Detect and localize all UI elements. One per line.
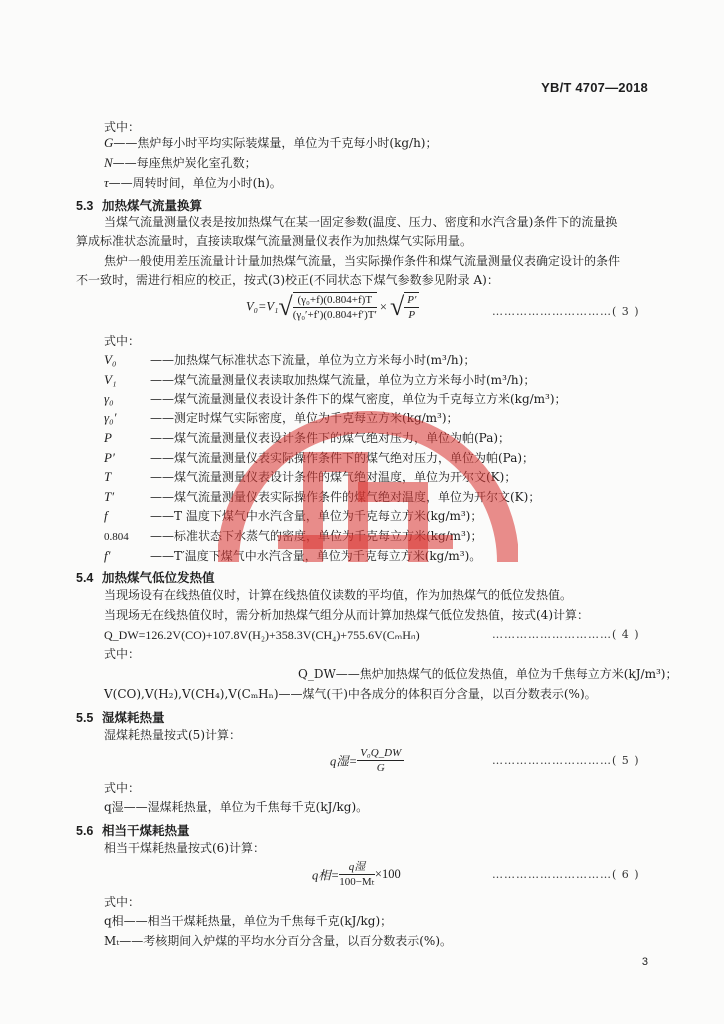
standard-number: YB/T 4707—2018 bbox=[541, 80, 648, 95]
where-item-tau: τ——周转时间，单位为小时(h)。 bbox=[104, 175, 282, 190]
formula-number-6: …………………………( 6 ) bbox=[492, 868, 640, 881]
page-number: 3 bbox=[641, 956, 648, 968]
where-item: f′ ——T′温度下煤气中水汽含量，单位为千克每立方米(kg/m³)。 bbox=[104, 548, 482, 563]
where-item: 0.804 ——标准状态下水蒸气的密度，单位为千克每立方米(kg/m³)； bbox=[104, 529, 483, 543]
where-item-g: G——焦炉每小时平均实际装煤量，单位为千克每小时(kg/h)； bbox=[104, 135, 438, 150]
where-label: 式中： bbox=[104, 334, 141, 348]
paragraph: 焦炉一般使用差压流量计计量加热煤气流量，当实际操作条件和煤气流量测量仪表确定设计的条件 bbox=[104, 254, 621, 268]
where-label: 式中： bbox=[104, 120, 141, 134]
paragraph: 当现场无在线热值仪时，需分析加热煤气组分从而计算加热煤气低位发热值，按式(4)计算： bbox=[104, 608, 590, 622]
where-item: T′ ——煤气流量测量仪表实际操作条件的煤气绝对温度，单位为开尔文(K)； bbox=[104, 489, 541, 504]
formula-3: V₀=V₁√ $\frac{\text{(γ₀+f)(0.804+f)T}}{\text{(γ₀′+f′)(0.804+f′)T′}}$ × √ $\frac{P'}{P}$ bbox=[246, 292, 419, 322]
formula-6: q相= $\frac{\text{q湿}}{\text{100−Mₜ}}$ ×100 bbox=[312, 861, 401, 888]
section-heading-5-6: 5.6 相当干煤耗热量 bbox=[76, 823, 190, 838]
where-item: V(CO),V(H₂),V(CH₄),V(CₘHₙ)——煤气(干)中各成分的体积百分含量，以百分数表示(%)。 bbox=[104, 687, 597, 701]
formula-number-5: …………………………( 5 ) bbox=[492, 754, 640, 767]
where-item: V₀ ——加热煤气标准状态下流量，单位为立方米每小时(m³/h)； bbox=[104, 352, 476, 367]
where-item: V₁ ——煤气流量测量仪表读取加热煤气流量，单位为立方米每小时(m³/h)； bbox=[104, 372, 536, 387]
section-heading-5-5: 5.5 湿煤耗热量 bbox=[76, 710, 165, 725]
formula-number-3: …………………………( 3 ) bbox=[492, 305, 640, 318]
where-item: q湿——湿煤耗热量，单位为千焦每千克(kJ/kg)。 bbox=[104, 800, 369, 814]
paragraph: 当现场设有在线热值仪时，计算在线热值仪读数的平均值，作为加热煤气的低位发热值。 bbox=[104, 588, 573, 602]
paragraph: 湿煤耗热量按式(5)计算： bbox=[104, 728, 241, 742]
where-item: Mₜ——考核期间入炉煤的平均水分百分含量，以百分数表示(%)。 bbox=[104, 934, 453, 948]
where-label: 式中： bbox=[104, 895, 141, 909]
paragraph: 不一致时，需进行相应的校正，按式(3)校正(不同状态下煤气参数参见附录 A)： bbox=[76, 273, 499, 287]
paragraph: 当煤气流量测量仪表是按加热煤气在某一固定参数(温度、压力、密度和水汽含量)条件下的流量换 bbox=[104, 215, 618, 229]
section-heading-5-3: 5.3 加热煤气流量换算 bbox=[76, 198, 203, 213]
formula-number-4: …………………………( 4 ) bbox=[492, 628, 640, 641]
where-item: T ——煤气流量测量仪表设计条件的煤气绝对温度，单位为开尔文(K)； bbox=[104, 469, 517, 484]
formula-5: q湿= $\frac{\text{V₀Q\_DW}}{G}$ bbox=[330, 746, 404, 775]
formula-4: Q_DW=126.2V(CO)+107.8V(H₂)+358.3V(CH₄)+755.6V(CₘHₙ) bbox=[104, 628, 420, 642]
where-item: γ₀′ ——测定时煤气实际密度，单位为千克每立方米(kg/m³)； bbox=[104, 410, 459, 425]
where-item: f ——T 温度下煤气中水汽含量，单位为千克每立方米(kg/m³)； bbox=[104, 508, 483, 523]
where-item: Q_DW——焦炉加热煤气的低位发热值，单位为千焦每立方米(kJ/m³)； bbox=[298, 667, 678, 681]
paragraph: 相当干煤耗热量按式(6)计算： bbox=[104, 841, 265, 855]
where-item: q相——相当干煤耗热量，单位为千焦每千克(kJ/kg)； bbox=[104, 914, 393, 928]
where-item: P ——煤气流量测量仪表设计条件下的煤气绝对压力，单位为帕(Pa)； bbox=[104, 430, 511, 445]
where-item: P′ ——煤气流量测量仪表实际操作条件下的煤气绝对压力，单位为帕(Pa)； bbox=[104, 450, 535, 465]
where-item-n: N——每座焦炉炭化室孔数； bbox=[104, 155, 257, 170]
where-label: 式中： bbox=[104, 647, 141, 661]
where-label: 式中： bbox=[104, 781, 141, 795]
where-item: γ₀ ——煤气流量测量仪表设计条件下的煤气密度，单位为千克每立方米(kg/m³)； bbox=[104, 391, 567, 406]
paragraph: 算成标准状态流量时，直接读取煤气流量测量仪表作为加热煤气实际用量。 bbox=[76, 234, 473, 248]
section-heading-5-4: 5.4 加热煤气低位发热值 bbox=[76, 570, 215, 585]
